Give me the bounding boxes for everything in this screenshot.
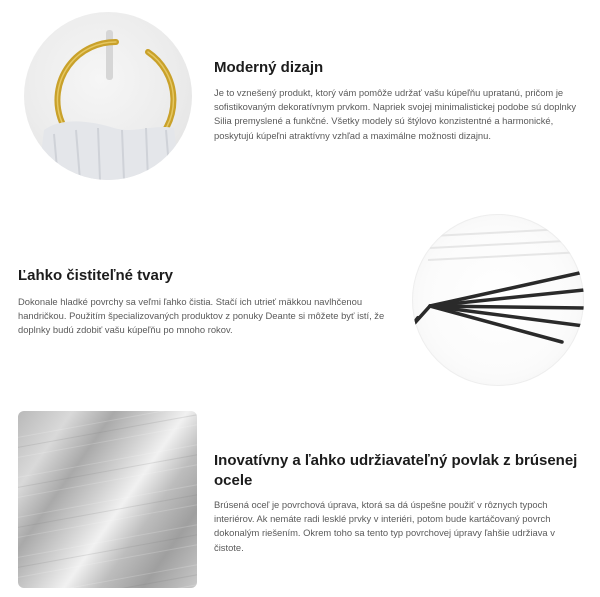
background-shelf-lines xyxy=(428,228,584,260)
black-wire-rack-photo xyxy=(412,214,584,386)
feature-heading: Inovatívny a ľahko udržiavateľný povlak z brúsenej ocele xyxy=(214,452,578,489)
brushed-steel-swatch xyxy=(18,411,197,588)
feature-title-modern-design xyxy=(214,58,584,78)
mount-post xyxy=(106,30,113,80)
feature-title-easy-clean xyxy=(18,266,388,286)
wire-rack-illustration xyxy=(412,214,584,386)
rack-bracket xyxy=(412,318,418,326)
towel xyxy=(38,121,180,180)
gold-towel-ring-photo xyxy=(24,12,192,180)
rack-wire-2 xyxy=(430,290,584,306)
rack-wire-5 xyxy=(430,306,562,342)
feature-description-easy-clean xyxy=(18,295,396,338)
feature-paragraph: Brúsená oceľ je povrchová úprava, ktorá sa dá úspešne použiť v rôznych typoch interiérov. Ak nemáte radi lesklé prvky v interiéri, potom bude kartáčovaný povrch dokonalým riešením. Okrem toho sa tento typ povrchovej úpravy ľahšie udržiava v čistote. xyxy=(214,499,555,553)
feature-heading: Ľahko čistiteľné tvary xyxy=(18,267,174,284)
towel-ring-illustration xyxy=(24,12,192,180)
feature-paragraph: Je to vznešený produkt, ktorý vám pomôže udržať vašu kúpeľňu upratanú, pričom je sofistikovaným dekoratívnym prvkom. Napriek svojej minimalistickej podobe sú doplnky Silia premyslené a funkčné. Všetky modely sú štýlovo konzistentné a harmonické, poskytujú kúpeľni atraktívny vzhľad a maximálne možnosti dizajnu. xyxy=(214,87,577,141)
brushed-steel-texture xyxy=(18,411,197,588)
feature-paragraph: Dokonale hladké povrchy sa veľmi ľahko čistia. Stačí ich utrieť mäkkou navlhčenou handričkou. Použitím špecializovaných produktov z ponuky Deante si môžete byť istí, že doplnky budú zdobiť vašu kúpeľňu po mnoho rokov. xyxy=(18,296,385,336)
feature-title-brushed-steel xyxy=(214,451,584,491)
feature-description-brushed-steel xyxy=(214,498,584,555)
feature-description-modern-design xyxy=(214,86,588,143)
feature-heading: Moderný dizajn xyxy=(214,59,324,76)
